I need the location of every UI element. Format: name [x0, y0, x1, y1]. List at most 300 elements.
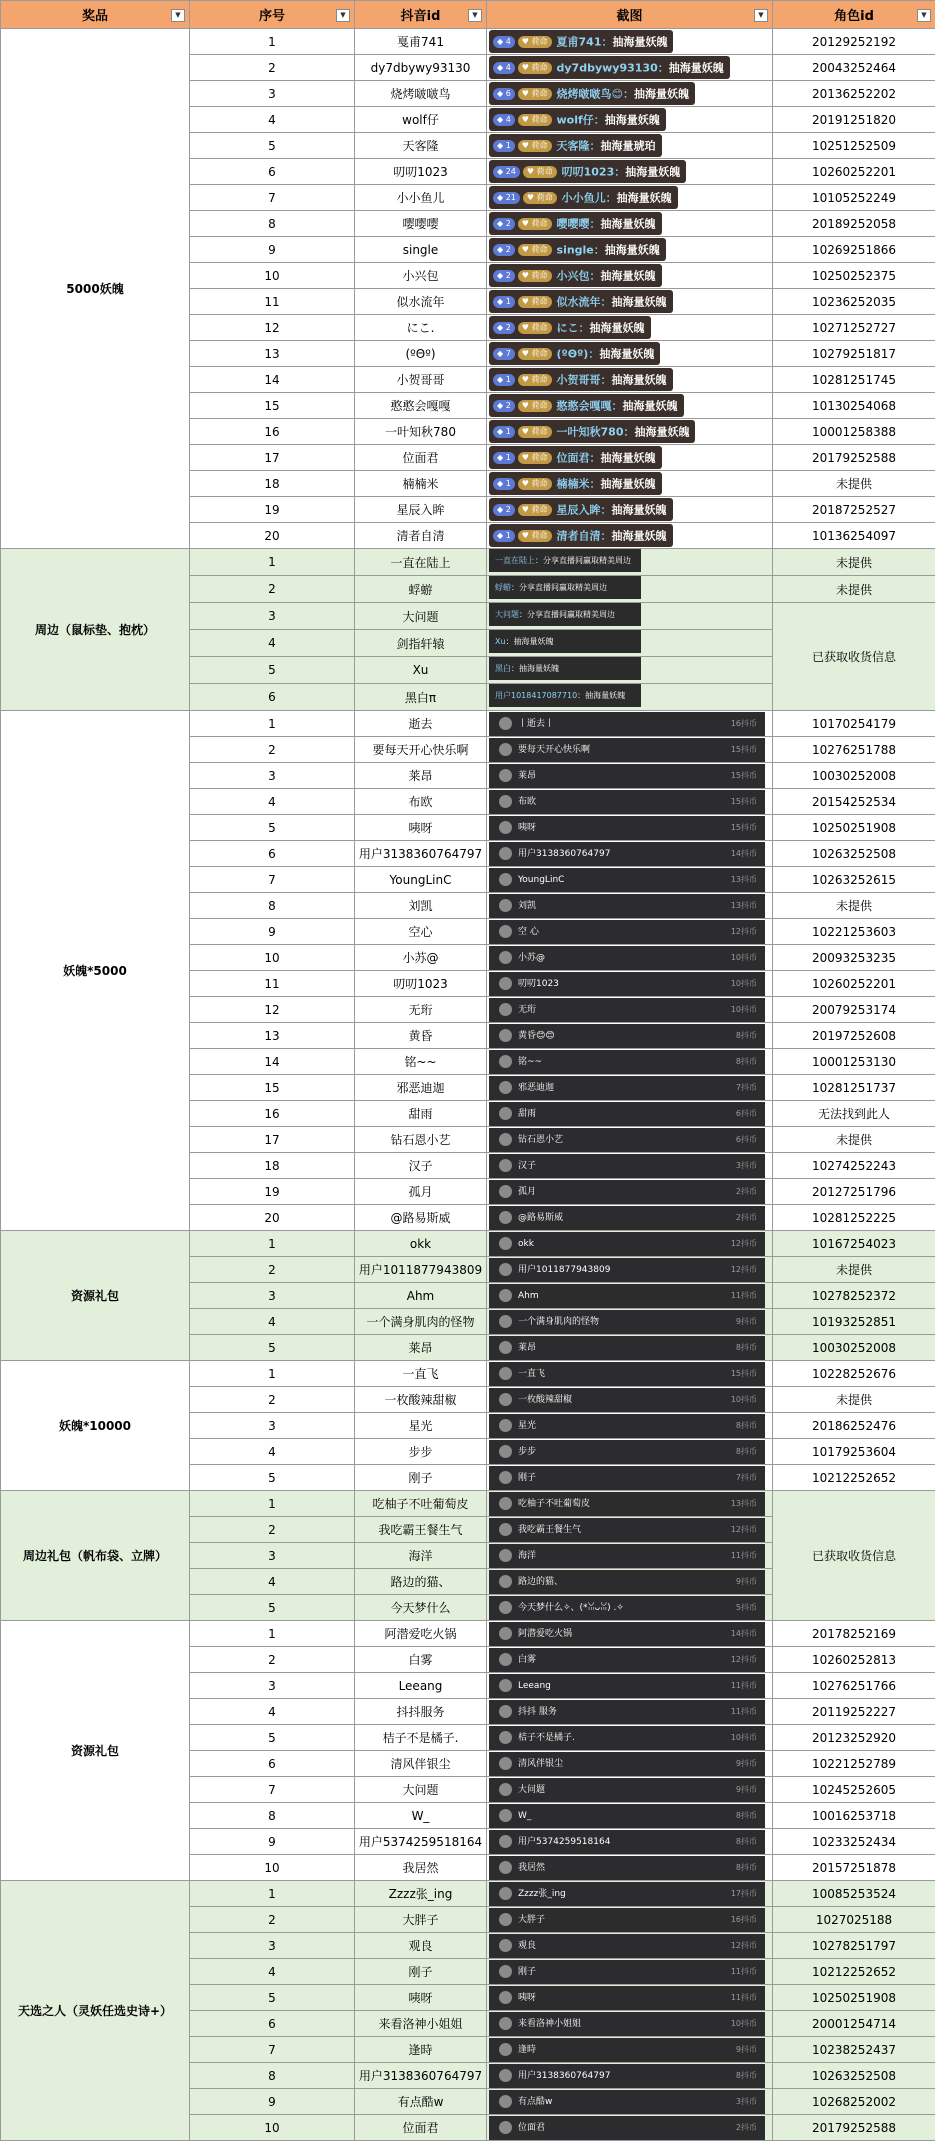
screenshot-cell[interactable]	[487, 1907, 773, 1933]
screenshot-cell[interactable]	[487, 1335, 773, 1361]
role-id-cell[interactable]: 20127251796	[773, 1179, 935, 1205]
seq-cell[interactable]: 6	[190, 159, 355, 185]
screenshot-cell[interactable]	[487, 263, 773, 289]
seq-cell[interactable]: 6	[190, 1751, 355, 1777]
douyin-id-cell[interactable]: 清风伴银尘	[355, 1751, 487, 1777]
screenshot-cell[interactable]	[487, 133, 773, 159]
prize-cell[interactable]: 妖魄*5000	[1, 711, 190, 1231]
seq-cell[interactable]: 14	[190, 367, 355, 393]
douyin-id-cell[interactable]: 一枚酸辣甜椒	[355, 1387, 487, 1413]
seq-cell[interactable]: 5	[190, 1725, 355, 1751]
douyin-id-cell[interactable]: 烧烤啵啵鸟	[355, 81, 487, 107]
screenshot-cell[interactable]	[487, 576, 773, 603]
screenshot-cell[interactable]	[487, 1829, 773, 1855]
role-id-cell[interactable]: 10281252225	[773, 1205, 935, 1231]
role-id-cell[interactable]: 10001258388	[773, 419, 935, 445]
screenshot-cell[interactable]	[487, 1621, 773, 1647]
prize-cell[interactable]: 天选之人（灵妖任选史诗+）	[1, 1881, 190, 2141]
screenshot-cell[interactable]	[487, 1205, 773, 1231]
douyin-id-cell[interactable]: 大胖子	[355, 1907, 487, 1933]
douyin-id-cell[interactable]: @路易斯威	[355, 1205, 487, 1231]
screenshot-cell[interactable]	[487, 1517, 773, 1543]
seq-cell[interactable]: 2	[190, 1517, 355, 1543]
role-id-cell[interactable]: 10260252813	[773, 1647, 935, 1673]
role-id-cell[interactable]: 10221252789	[773, 1751, 935, 1777]
seq-cell[interactable]: 8	[190, 211, 355, 237]
douyin-id-cell[interactable]: 路边的猫、	[355, 1569, 487, 1595]
douyin-id-cell[interactable]: 无珩	[355, 997, 487, 1023]
douyin-id-cell[interactable]: 铭~~	[355, 1049, 487, 1075]
screenshot-cell[interactable]	[487, 1803, 773, 1829]
douyin-id-cell[interactable]: 逝去	[355, 711, 487, 737]
douyin-id-cell[interactable]: 天客隆	[355, 133, 487, 159]
seq-cell[interactable]: 4	[190, 1309, 355, 1335]
role-id-cell[interactable]: 10085253524	[773, 1881, 935, 1907]
role-id-cell[interactable]: 20093253235	[773, 945, 935, 971]
role-id-cell[interactable]: 10271252727	[773, 315, 935, 341]
seq-cell[interactable]: 15	[190, 393, 355, 419]
seq-cell[interactable]: 19	[190, 1179, 355, 1205]
role-id-cell[interactable]: 10268252002	[773, 2089, 935, 2115]
seq-cell[interactable]: 8	[190, 1803, 355, 1829]
seq-cell[interactable]: 1	[190, 1491, 355, 1517]
screenshot-cell[interactable]	[487, 1959, 773, 1985]
douyin-id-cell[interactable]: Ahm	[355, 1283, 487, 1309]
seq-cell[interactable]: 4	[190, 107, 355, 133]
role-id-cell[interactable]: 20189252058	[773, 211, 935, 237]
role-id-cell[interactable]: 10179253604	[773, 1439, 935, 1465]
douyin-id-cell[interactable]: 咦呀	[355, 815, 487, 841]
screenshot-cell[interactable]	[487, 107, 773, 133]
role-id-cell[interactable]: 10263252615	[773, 867, 935, 893]
douyin-id-cell[interactable]: 观良	[355, 1933, 487, 1959]
douyin-id-cell[interactable]: 用户5374259518164	[355, 1829, 487, 1855]
screenshot-cell[interactable]	[487, 315, 773, 341]
douyin-id-cell[interactable]: Leeang	[355, 1673, 487, 1699]
role-id-cell[interactable]: 20187252527	[773, 497, 935, 523]
douyin-id-cell[interactable]: 嘤嘤嘤	[355, 211, 487, 237]
douyin-id-cell[interactable]: 刚子	[355, 1465, 487, 1491]
screenshot-cell[interactable]	[487, 237, 773, 263]
seq-cell[interactable]: 9	[190, 1829, 355, 1855]
screenshot-cell[interactable]	[487, 1361, 773, 1387]
douyin-id-cell[interactable]: 黑白π	[355, 684, 487, 711]
douyin-id-cell[interactable]: YoungLinC	[355, 867, 487, 893]
screenshot-cell[interactable]	[487, 1855, 773, 1881]
screenshot-cell[interactable]	[487, 1881, 773, 1907]
screenshot-cell[interactable]	[487, 1569, 773, 1595]
douyin-id-cell[interactable]: 孤月	[355, 1179, 487, 1205]
role-id-cell[interactable]: 10245252605	[773, 1777, 935, 1803]
screenshot-cell[interactable]	[487, 1933, 773, 1959]
seq-cell[interactable]: 14	[190, 1049, 355, 1075]
douyin-id-cell[interactable]: 用户3138360764797	[355, 2063, 487, 2089]
seq-cell[interactable]: 2	[190, 1647, 355, 1673]
seq-cell[interactable]: 3	[190, 603, 355, 630]
role-id-cell[interactable]: 20001254714	[773, 2011, 935, 2037]
screenshot-cell[interactable]	[487, 2089, 773, 2115]
douyin-id-cell[interactable]: 今天梦什么	[355, 1595, 487, 1621]
seq-cell[interactable]: 5	[190, 1985, 355, 2011]
screenshot-cell[interactable]	[487, 971, 773, 997]
role-id-cell[interactable]: 未提供	[773, 1257, 935, 1283]
douyin-id-cell[interactable]: okk	[355, 1231, 487, 1257]
screenshot-cell[interactable]	[487, 549, 773, 576]
seq-cell[interactable]: 1	[190, 1361, 355, 1387]
role-id-cell[interactable]: 20197252608	[773, 1023, 935, 1049]
role-id-cell[interactable]: 10263252508	[773, 841, 935, 867]
role-id-cell[interactable]: 20179252588	[773, 445, 935, 471]
screenshot-cell[interactable]	[487, 1153, 773, 1179]
role-id-cell[interactable]: 20136252202	[773, 81, 935, 107]
role-id-cell[interactable]: 20129252192	[773, 29, 935, 55]
screenshot-cell[interactable]	[487, 445, 773, 471]
douyin-id-cell[interactable]: 要每天开心快乐啊	[355, 737, 487, 763]
seq-cell[interactable]: 3	[190, 1543, 355, 1569]
seq-cell[interactable]: 16	[190, 1101, 355, 1127]
seq-cell[interactable]: 17	[190, 445, 355, 471]
screenshot-cell[interactable]	[487, 1127, 773, 1153]
douyin-id-cell[interactable]: Xu	[355, 657, 487, 684]
prize-cell[interactable]: 妖魄*10000	[1, 1361, 190, 1491]
seq-cell[interactable]: 15	[190, 1075, 355, 1101]
filter-dropdown-icon[interactable]: ▼	[917, 9, 931, 22]
screenshot-cell[interactable]	[487, 1231, 773, 1257]
screenshot-cell[interactable]	[487, 763, 773, 789]
screenshot-cell[interactable]	[487, 841, 773, 867]
seq-cell[interactable]: 3	[190, 1283, 355, 1309]
screenshot-cell[interactable]	[487, 1595, 773, 1621]
seq-cell[interactable]: 2	[190, 1387, 355, 1413]
role-id-cell[interactable]: 10281251737	[773, 1075, 935, 1101]
douyin-id-cell[interactable]: 星辰入眸	[355, 497, 487, 523]
seq-cell[interactable]: 8	[190, 893, 355, 919]
seq-cell[interactable]: 1	[190, 1621, 355, 1647]
douyin-id-cell[interactable]: 邪恶迪迦	[355, 1075, 487, 1101]
seq-cell[interactable]: 5	[190, 815, 355, 841]
seq-cell[interactable]: 12	[190, 315, 355, 341]
screenshot-cell[interactable]	[487, 1075, 773, 1101]
role-id-cell[interactable]: 10279251817	[773, 341, 935, 367]
seq-cell[interactable]: 20	[190, 1205, 355, 1231]
seq-cell[interactable]: 4	[190, 1959, 355, 1985]
role-id-cell[interactable]: 10278251797	[773, 1933, 935, 1959]
role-id-cell[interactable]: 10260252201	[773, 159, 935, 185]
role-id-cell[interactable]: 10001253130	[773, 1049, 935, 1075]
role-id-cell[interactable]: 10276251766	[773, 1673, 935, 1699]
seq-cell[interactable]: 16	[190, 419, 355, 445]
seq-cell[interactable]: 6	[190, 684, 355, 711]
douyin-id-cell[interactable]: 咦呀	[355, 1985, 487, 2011]
douyin-id-cell[interactable]: 一直在陆上	[355, 549, 487, 576]
screenshot-cell[interactable]	[487, 657, 773, 684]
role-id-cell[interactable]: 10212252652	[773, 1465, 935, 1491]
role-id-cell[interactable]: 20123252920	[773, 1725, 935, 1751]
douyin-id-cell[interactable]: 布欧	[355, 789, 487, 815]
role-id-cell[interactable]: 20079253174	[773, 997, 935, 1023]
seq-cell[interactable]: 7	[190, 185, 355, 211]
seq-cell[interactable]: 9	[190, 237, 355, 263]
role-id-cell[interactable]: 无法找到此人	[773, 1101, 935, 1127]
douyin-id-cell[interactable]: 位面君	[355, 445, 487, 471]
seq-cell[interactable]: 3	[190, 1933, 355, 1959]
role-id-cell[interactable]: 10250251908	[773, 1985, 935, 2011]
prize-cell[interactable]: 5000妖魄	[1, 29, 190, 549]
screenshot-cell[interactable]	[487, 185, 773, 211]
douyin-id-cell[interactable]: dy7dbywy93130	[355, 55, 487, 81]
seq-cell[interactable]: 5	[190, 133, 355, 159]
seq-cell[interactable]: 19	[190, 497, 355, 523]
seq-cell[interactable]: 13	[190, 1023, 355, 1049]
douyin-id-cell[interactable]: 大问题	[355, 1777, 487, 1803]
douyin-id-cell[interactable]: 一直飞	[355, 1361, 487, 1387]
douyin-id-cell[interactable]: 楠楠米	[355, 471, 487, 497]
screenshot-cell[interactable]	[487, 1309, 773, 1335]
screenshot-cell[interactable]	[487, 471, 773, 497]
role-id-cell[interactable]: 20178252169	[773, 1621, 935, 1647]
screenshot-cell[interactable]	[487, 1257, 773, 1283]
role-id-cell[interactable]: 1027025188	[773, 1907, 935, 1933]
role-id-cell[interactable]: 10228252676	[773, 1361, 935, 1387]
douyin-id-cell[interactable]: single	[355, 237, 487, 263]
screenshot-cell[interactable]	[487, 1725, 773, 1751]
douyin-id-cell[interactable]: 步步	[355, 1439, 487, 1465]
role-id-cell[interactable]: 10278252372	[773, 1283, 935, 1309]
screenshot-cell[interactable]	[487, 211, 773, 237]
role-id-cell[interactable]: 20119252227	[773, 1699, 935, 1725]
seq-cell[interactable]: 1	[190, 711, 355, 737]
filter-dropdown-icon[interactable]: ▼	[754, 9, 768, 22]
screenshot-cell[interactable]	[487, 1387, 773, 1413]
seq-cell[interactable]: 3	[190, 1413, 355, 1439]
douyin-id-cell[interactable]: 小苏@	[355, 945, 487, 971]
seq-cell[interactable]: 13	[190, 341, 355, 367]
filter-dropdown-icon[interactable]: ▼	[171, 9, 185, 22]
seq-cell[interactable]: 10	[190, 2115, 355, 2141]
douyin-id-cell[interactable]: Zzzz张_ing	[355, 1881, 487, 1907]
role-id-cell[interactable]: 10250251908	[773, 815, 935, 841]
seq-cell[interactable]: 4	[190, 1569, 355, 1595]
seq-cell[interactable]: 10	[190, 945, 355, 971]
role-id-cell[interactable]: 10193252851	[773, 1309, 935, 1335]
screenshot-cell[interactable]	[487, 603, 773, 630]
douyin-id-cell[interactable]: 甜雨	[355, 1101, 487, 1127]
role-id-cell[interactable]: 10030252008	[773, 763, 935, 789]
douyin-id-cell[interactable]: 汉子	[355, 1153, 487, 1179]
screenshot-cell[interactable]	[487, 1439, 773, 1465]
screenshot-cell[interactable]	[487, 367, 773, 393]
screenshot-cell[interactable]	[487, 1647, 773, 1673]
douyin-id-cell[interactable]: 桔子不是橘子.	[355, 1725, 487, 1751]
role-id-cell[interactable]: 未提供	[773, 576, 935, 603]
seq-cell[interactable]: 2	[190, 55, 355, 81]
role-id-merged-cell[interactable]: 已获取收货信息	[773, 1491, 935, 1621]
screenshot-cell[interactable]	[487, 630, 773, 657]
douyin-id-cell[interactable]: 吃柚子不吐葡萄皮	[355, 1491, 487, 1517]
screenshot-cell[interactable]	[487, 1023, 773, 1049]
douyin-id-cell[interactable]: 用户1011877943809	[355, 1257, 487, 1283]
seq-cell[interactable]: 2	[190, 737, 355, 763]
screenshot-cell[interactable]	[487, 81, 773, 107]
role-id-cell[interactable]: 20157251878	[773, 1855, 935, 1881]
douyin-id-cell[interactable]: 钻石恩小艺	[355, 1127, 487, 1153]
role-id-cell[interactable]: 10233252434	[773, 1829, 935, 1855]
role-id-cell[interactable]: 10274252243	[773, 1153, 935, 1179]
douyin-id-cell[interactable]: 抖抖服务	[355, 1699, 487, 1725]
screenshot-cell[interactable]	[487, 893, 773, 919]
douyin-id-cell[interactable]: 我吃霸王餐生气	[355, 1517, 487, 1543]
seq-cell[interactable]: 10	[190, 1855, 355, 1881]
douyin-id-cell[interactable]: 有点酷w	[355, 2089, 487, 2115]
douyin-id-cell[interactable]: 一个满身肌肉的怪物	[355, 1309, 487, 1335]
role-id-cell[interactable]: 10136254097	[773, 523, 935, 549]
seq-cell[interactable]: 17	[190, 1127, 355, 1153]
role-id-cell[interactable]: 未提供	[773, 549, 935, 576]
screenshot-cell[interactable]	[487, 789, 773, 815]
role-id-cell[interactable]: 10236252035	[773, 289, 935, 315]
screenshot-cell[interactable]	[487, 737, 773, 763]
screenshot-cell[interactable]	[487, 945, 773, 971]
douyin-id-cell[interactable]: 小贺哥哥	[355, 367, 487, 393]
role-id-cell[interactable]: 未提供	[773, 1127, 935, 1153]
seq-cell[interactable]: 1	[190, 1881, 355, 1907]
screenshot-cell[interactable]	[487, 289, 773, 315]
screenshot-cell[interactable]	[487, 1465, 773, 1491]
seq-cell[interactable]: 2	[190, 1907, 355, 1933]
screenshot-cell[interactable]	[487, 2063, 773, 2089]
screenshot-cell[interactable]	[487, 997, 773, 1023]
screenshot-cell[interactable]	[487, 1673, 773, 1699]
seq-cell[interactable]: 18	[190, 1153, 355, 1179]
role-id-cell[interactable]: 10263252508	[773, 2063, 935, 2089]
role-id-cell[interactable]: 20154252534	[773, 789, 935, 815]
seq-cell[interactable]: 20	[190, 523, 355, 549]
seq-cell[interactable]: 9	[190, 919, 355, 945]
role-id-merged-cell[interactable]: 已获取收货信息	[773, 603, 935, 711]
screenshot-cell[interactable]	[487, 684, 773, 711]
role-id-cell[interactable]: 10251252509	[773, 133, 935, 159]
role-id-cell[interactable]: 20186252476	[773, 1413, 935, 1439]
douyin-id-cell[interactable]: wolf仔	[355, 107, 487, 133]
douyin-id-cell[interactable]: 位面君	[355, 2115, 487, 2141]
douyin-id-cell[interactable]: 小兴包	[355, 263, 487, 289]
douyin-id-cell[interactable]: 海洋	[355, 1543, 487, 1569]
prize-cell[interactable]: 资源礼包	[1, 1231, 190, 1361]
screenshot-cell[interactable]	[487, 419, 773, 445]
role-id-cell[interactable]: 未提供	[773, 893, 935, 919]
douyin-id-cell[interactable]: 白雾	[355, 1647, 487, 1673]
screenshot-cell[interactable]	[487, 1543, 773, 1569]
douyin-id-cell[interactable]: 似水流年	[355, 289, 487, 315]
seq-cell[interactable]: 7	[190, 2037, 355, 2063]
seq-cell[interactable]: 4	[190, 1699, 355, 1725]
screenshot-cell[interactable]	[487, 1699, 773, 1725]
role-id-cell[interactable]: 10238252437	[773, 2037, 935, 2063]
seq-cell[interactable]: 9	[190, 2089, 355, 2115]
filter-dropdown-icon[interactable]: ▼	[336, 9, 350, 22]
seq-cell[interactable]: 5	[190, 1595, 355, 1621]
role-id-cell[interactable]: 20043252464	[773, 55, 935, 81]
screenshot-cell[interactable]	[487, 1413, 773, 1439]
douyin-id-cell[interactable]: 大问题	[355, 603, 487, 630]
seq-cell[interactable]: 4	[190, 630, 355, 657]
prize-cell[interactable]: 资源礼包	[1, 1621, 190, 1881]
seq-cell[interactable]: 3	[190, 1673, 355, 1699]
seq-cell[interactable]: 4	[190, 1439, 355, 1465]
seq-cell[interactable]: 18	[190, 471, 355, 497]
screenshot-cell[interactable]	[487, 523, 773, 549]
douyin-id-cell[interactable]: 剑指轩辕	[355, 630, 487, 657]
seq-cell[interactable]: 2	[190, 576, 355, 603]
screenshot-cell[interactable]	[487, 2037, 773, 2063]
role-id-cell[interactable]: 10250252375	[773, 263, 935, 289]
douyin-id-cell[interactable]: 逢時	[355, 2037, 487, 2063]
douyin-id-cell[interactable]: 刚子	[355, 1959, 487, 1985]
douyin-id-cell[interactable]: 一叶知秋780	[355, 419, 487, 445]
role-id-cell[interactable]: 10212252652	[773, 1959, 935, 1985]
screenshot-cell[interactable]	[487, 1101, 773, 1127]
douyin-id-cell[interactable]: 黄昏	[355, 1023, 487, 1049]
prize-cell[interactable]: 周边（鼠标垫、抱枕）	[1, 549, 190, 711]
douyin-id-cell[interactable]: 清者自清	[355, 523, 487, 549]
role-id-cell[interactable]: 10260252201	[773, 971, 935, 997]
seq-cell[interactable]: 12	[190, 997, 355, 1023]
douyin-id-cell[interactable]: 叨叨1023	[355, 159, 487, 185]
douyin-id-cell[interactable]: 空心	[355, 919, 487, 945]
role-id-cell[interactable]: 10130254068	[773, 393, 935, 419]
role-id-cell[interactable]: 10016253718	[773, 1803, 935, 1829]
screenshot-cell[interactable]	[487, 393, 773, 419]
role-id-cell[interactable]: 20179252588	[773, 2115, 935, 2141]
screenshot-cell[interactable]	[487, 29, 773, 55]
role-id-cell[interactable]: 10105252249	[773, 185, 935, 211]
role-id-cell[interactable]: 10281251745	[773, 367, 935, 393]
seq-cell[interactable]: 10	[190, 263, 355, 289]
douyin-id-cell[interactable]: 星光	[355, 1413, 487, 1439]
screenshot-cell[interactable]	[487, 497, 773, 523]
douyin-id-cell[interactable]: 蜉蝣	[355, 576, 487, 603]
seq-cell[interactable]: 3	[190, 81, 355, 107]
role-id-cell[interactable]: 10170254179	[773, 711, 935, 737]
seq-cell[interactable]: 1	[190, 549, 355, 576]
screenshot-cell[interactable]	[487, 341, 773, 367]
screenshot-cell[interactable]	[487, 815, 773, 841]
douyin-id-cell[interactable]: 莱昂	[355, 1335, 487, 1361]
seq-cell[interactable]: 1	[190, 29, 355, 55]
screenshot-cell[interactable]	[487, 867, 773, 893]
role-id-cell[interactable]: 10167254023	[773, 1231, 935, 1257]
screenshot-cell[interactable]	[487, 2115, 773, 2141]
douyin-id-cell[interactable]: W_	[355, 1803, 487, 1829]
douyin-id-cell[interactable]: 戛甫741	[355, 29, 487, 55]
role-id-cell[interactable]: 未提供	[773, 1387, 935, 1413]
seq-cell[interactable]: 3	[190, 763, 355, 789]
douyin-id-cell[interactable]: 小小鱼儿	[355, 185, 487, 211]
role-id-cell[interactable]: 10276251788	[773, 737, 935, 763]
screenshot-cell[interactable]	[487, 1049, 773, 1075]
seq-cell[interactable]: 7	[190, 1777, 355, 1803]
screenshot-cell[interactable]	[487, 1283, 773, 1309]
seq-cell[interactable]: 5	[190, 1335, 355, 1361]
douyin-id-cell[interactable]: 来看洛神小姐姐	[355, 2011, 487, 2037]
seq-cell[interactable]: 11	[190, 289, 355, 315]
role-id-cell[interactable]: 未提供	[773, 471, 935, 497]
filter-dropdown-icon[interactable]: ▼	[468, 9, 482, 22]
seq-cell[interactable]: 1	[190, 1231, 355, 1257]
prize-cell[interactable]: 周边礼包（帆布袋、立牌）	[1, 1491, 190, 1621]
screenshot-cell[interactable]	[487, 2011, 773, 2037]
douyin-id-cell[interactable]: 莱昂	[355, 763, 487, 789]
